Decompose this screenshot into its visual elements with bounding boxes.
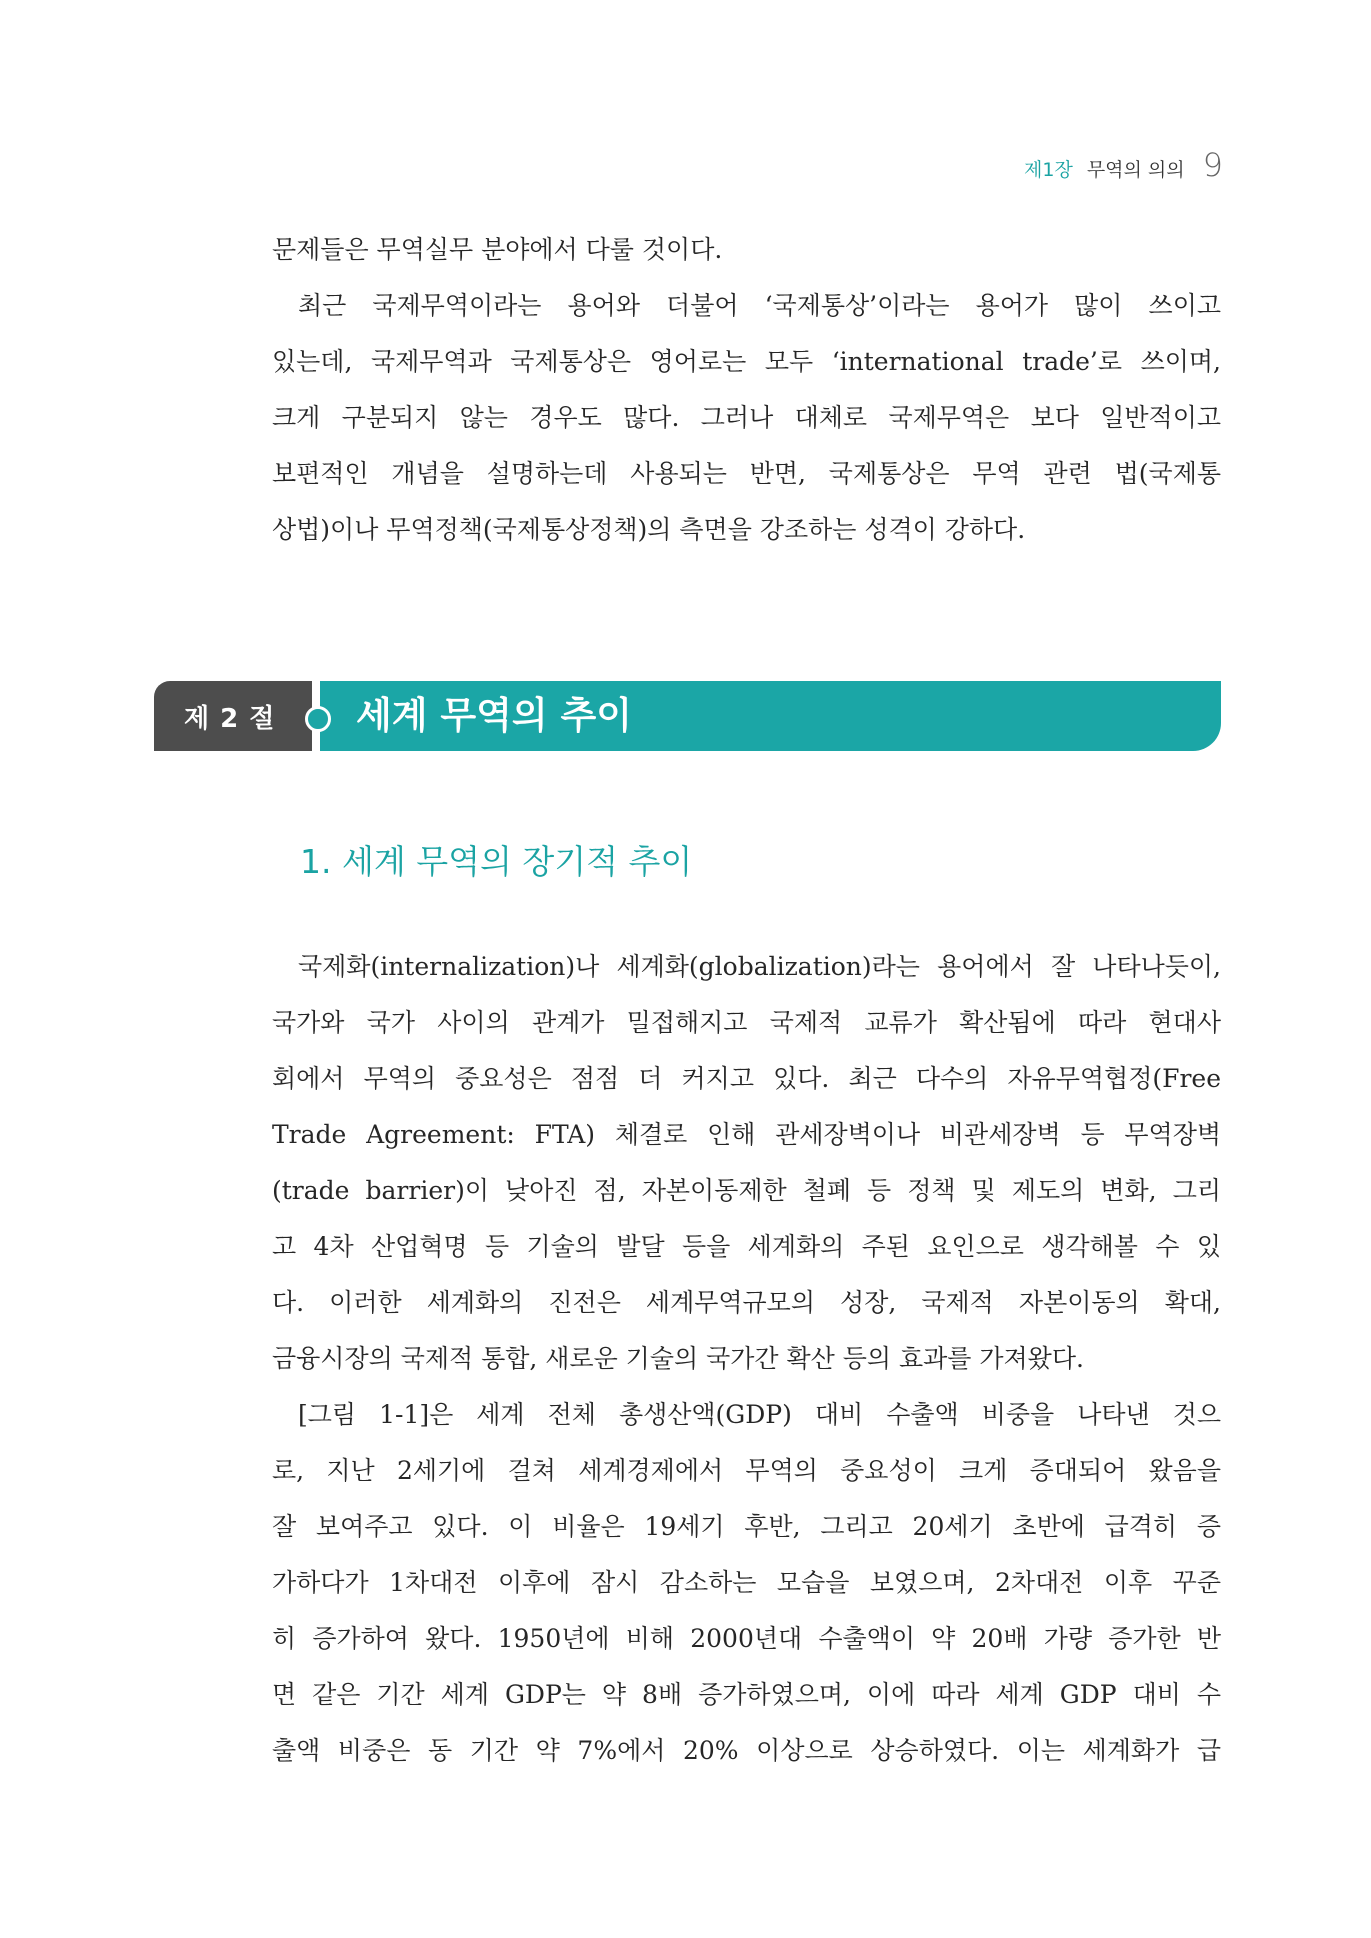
subsection-title: 1. 세계 무역의 장기적 추이	[300, 842, 693, 881]
text-line: 국가와 국가 사이의 관계가 밀접해지고 국제적 교류가 확산됨에 따라 현대사	[272, 1008, 1221, 1037]
text-line: 문제들은 무역실무 분야에서 다룰 것이다.	[272, 235, 723, 264]
bullet-dot-icon	[305, 706, 331, 732]
text-line: 금융시장의 국제적 통합, 새로운 기술의 국가간 확산 등의 효과를 가져왔다.	[272, 1344, 1084, 1373]
text-line: 히 증가하여 왔다. 1950년에 비해 2000년대 수출액이 약 20배 가량 증가한 반	[272, 1624, 1221, 1653]
text-line: 면 같은 기간 세계 GDP는 약 8배 증가하였으며, 이에 따라 세계 GDP 대비 수	[272, 1680, 1221, 1709]
text-line: 있는데, 국제무역과 국제통상은 영어로는 모두 ‘international trade’로 쓰이며,	[272, 347, 1221, 376]
section-number: 제 2 절	[184, 703, 276, 734]
text-line: 보편적인 개념을 설명하는데 사용되는 반면, 국제통상은 무역 관련 법(국제통	[272, 459, 1221, 488]
text-line: 최근 국제무역이라는 용어와 더불어 ‘국제통상’이라는 용어가 많이 쓰이고	[298, 291, 1221, 320]
text-line: 다. 이러한 세계화의 진전은 세계무역규모의 성장, 국제적 자본이동의 확대,	[272, 1288, 1221, 1317]
text-line: 출액 비중은 동 기간 약 7%에서 20% 이상으로 상승하였다. 이는 세계화가 급	[272, 1736, 1221, 1765]
text-line: 로, 지난 2세기에 걸쳐 세계경제에서 무역의 중요성이 크게 증대되어 왔음을	[272, 1456, 1221, 1485]
chapter-label: 제1장	[1024, 159, 1073, 181]
intro-paragraph	[272, 222, 1221, 558]
section-number-tab	[154, 681, 312, 751]
body-paragraphs	[272, 939, 1221, 1779]
text-line: [그림 1-1]은 세계 전체 총생산액(GDP) 대비 수출액 비중을 나타낸 것으	[298, 1400, 1221, 1429]
chapter-title: 무역의 의의	[1086, 159, 1185, 181]
text-line: Trade Agreement: FTA) 체결로 인해 관세장벽이나 비관세장벽 등 무역장벽	[272, 1120, 1221, 1149]
text-line: 상법)이나 무역정책(국제통상정책)의 측면을 강조하는 성격이 강하다.	[272, 515, 1026, 544]
running-head	[1024, 146, 1223, 184]
section-title: 세계 무역의 추이	[356, 694, 632, 737]
text-line: 고 4차 산업혁명 등 기술의 발달 등을 세계화의 주된 요인으로 생각해볼 수 있	[272, 1232, 1221, 1261]
section-heading-bar	[154, 681, 1221, 751]
text-line: 잘 보여주고 있다. 이 비율은 19세기 후반, 그리고 20세기 초반에 급격히 증	[272, 1512, 1221, 1541]
text-line: (trade barrier)이 낮아진 점, 자본이동제한 철폐 등 정책 및 제도의 변화, 그리	[272, 1176, 1221, 1205]
page-number: 9	[1202, 146, 1223, 184]
text-line: 크게 구분되지 않는 경우도 많다. 그러나 대체로 국제무역은 보다 일반적이고	[272, 403, 1221, 432]
text-line: 가하다가 1차대전 이후에 잠시 감소하는 모습을 보였으며, 2차대전 이후 꾸준	[272, 1568, 1221, 1597]
text-line: 국제화(internalization)나 세계화(globalization)라는 용어에서 잘 나타나듯이,	[298, 952, 1221, 981]
text-line: 회에서 무역의 중요성은 점점 더 커지고 있다. 최근 다수의 자유무역협정(Free	[272, 1064, 1221, 1093]
